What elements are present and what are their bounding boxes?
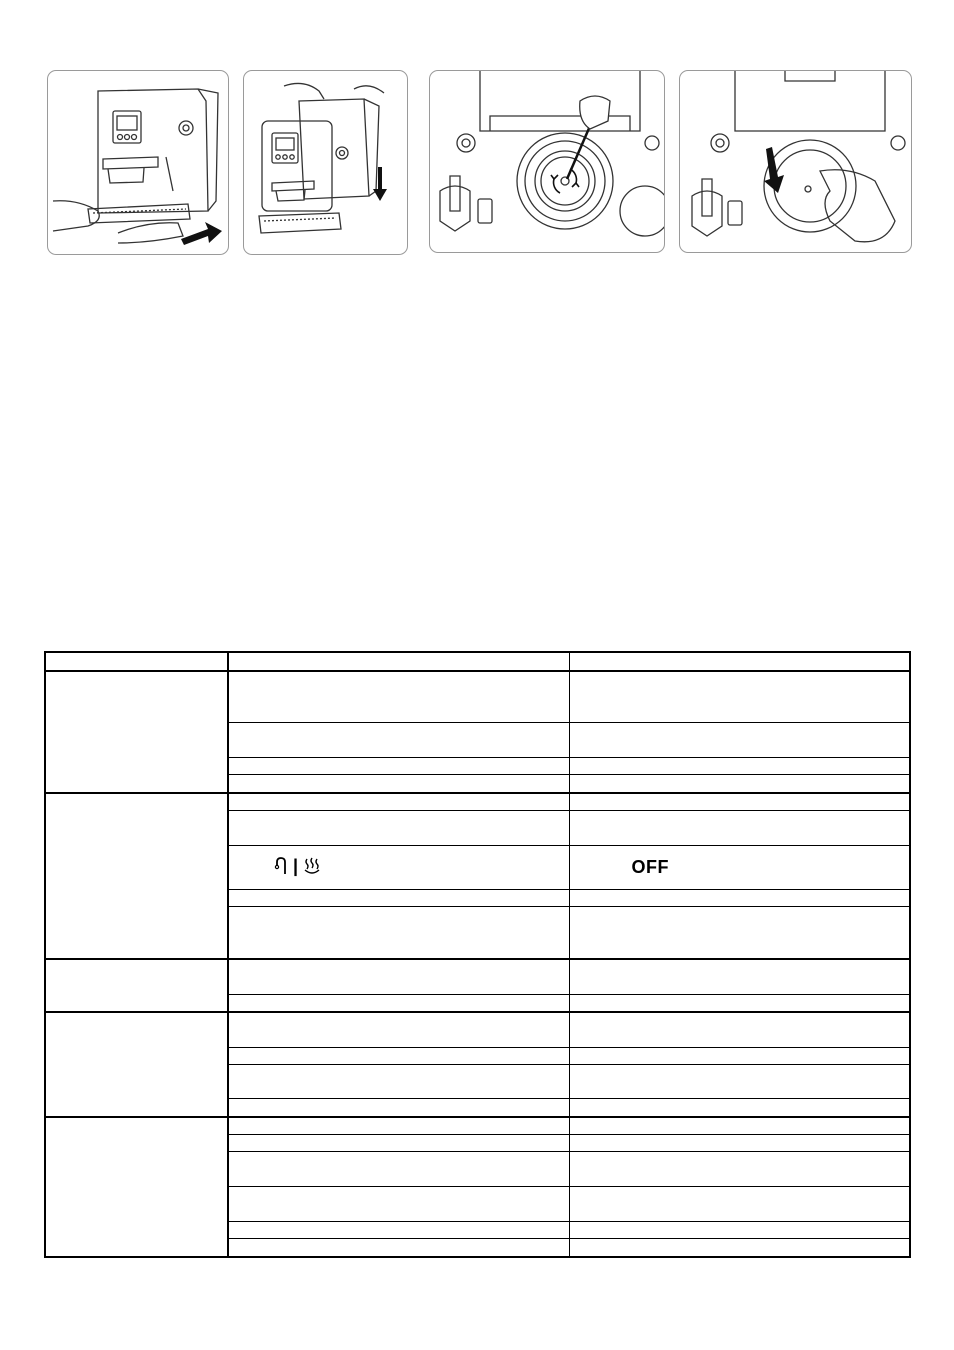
table-header-row (45, 652, 910, 671)
steam-wand-icon (273, 856, 289, 876)
solution-cell (569, 1187, 910, 1221)
problem-cell (45, 1117, 228, 1257)
solution-cell (569, 1221, 910, 1238)
header-cause (228, 652, 569, 671)
solution-cell (569, 757, 910, 774)
solution-cell (569, 906, 910, 959)
problem-cell (45, 959, 228, 1012)
problem-cell (45, 671, 228, 793)
cause-cell (228, 906, 569, 959)
solution-cell (569, 810, 910, 845)
cause-cell (228, 1099, 569, 1117)
solution-cell (569, 1099, 910, 1117)
cause-cell (228, 810, 569, 845)
steam-icons (273, 856, 322, 877)
solution-cell (569, 1134, 910, 1151)
solution-cell (569, 1047, 910, 1064)
solution-cell (569, 959, 910, 994)
solution-cell (569, 1064, 910, 1098)
cause-cell (228, 959, 569, 994)
cause-cell (228, 1187, 569, 1221)
cause-cell (228, 1117, 569, 1134)
table-row (45, 1012, 910, 1047)
cause-cell (228, 793, 569, 810)
shower-screen-icon (680, 71, 911, 252)
figure-4-remove-shower-screen (679, 70, 912, 253)
header-problem (45, 652, 228, 671)
shower-screen-icon (430, 71, 664, 252)
table-row (45, 793, 910, 810)
solution-cell (569, 1151, 910, 1186)
figure-1-pull-drip-tray (47, 70, 229, 255)
table-row (45, 959, 910, 994)
right-arrow-icon (181, 222, 222, 245)
steam-icon (302, 856, 322, 876)
solution-cell (569, 889, 910, 906)
solution-cell (569, 1012, 910, 1047)
table-row (45, 1117, 910, 1134)
cause-cell (228, 889, 569, 906)
table-row (45, 671, 910, 723)
solution-cell (569, 723, 910, 757)
icon-separator: | (293, 855, 299, 876)
figure-2-lift-water-tank (243, 70, 408, 255)
header-solution (569, 652, 910, 671)
cause-cell (228, 1047, 569, 1064)
solution-cell (569, 846, 910, 890)
problem-cell (45, 1012, 228, 1117)
solution-cell (569, 671, 910, 723)
hand-icon (820, 170, 895, 242)
espresso-machine-icon (48, 71, 228, 254)
cause-cell (228, 1134, 569, 1151)
cause-cell (228, 757, 569, 774)
cause-cell (228, 1012, 569, 1047)
cause-cell (228, 1221, 569, 1238)
solution-cell (569, 994, 910, 1011)
espresso-machine-icon (244, 71, 407, 254)
solution-cell (569, 775, 910, 793)
troubleshooting-table (44, 651, 911, 1258)
cause-cell (228, 775, 569, 793)
problem-cell (45, 793, 228, 959)
cause-cell (228, 846, 569, 890)
rotate-icon (551, 169, 579, 193)
down-arrow-icon (373, 167, 387, 201)
solution-cell (569, 1239, 910, 1257)
cause-cell (228, 1151, 569, 1186)
cause-cell (228, 1239, 569, 1257)
cause-cell (228, 671, 569, 723)
off-label: OFF (631, 856, 669, 877)
figure-3-unscrew-shower-screen (429, 70, 665, 253)
cause-cell (228, 994, 569, 1011)
solution-cell (569, 1117, 910, 1134)
cause-cell (228, 723, 569, 757)
cause-cell (228, 1064, 569, 1098)
solution-cell (569, 793, 910, 810)
